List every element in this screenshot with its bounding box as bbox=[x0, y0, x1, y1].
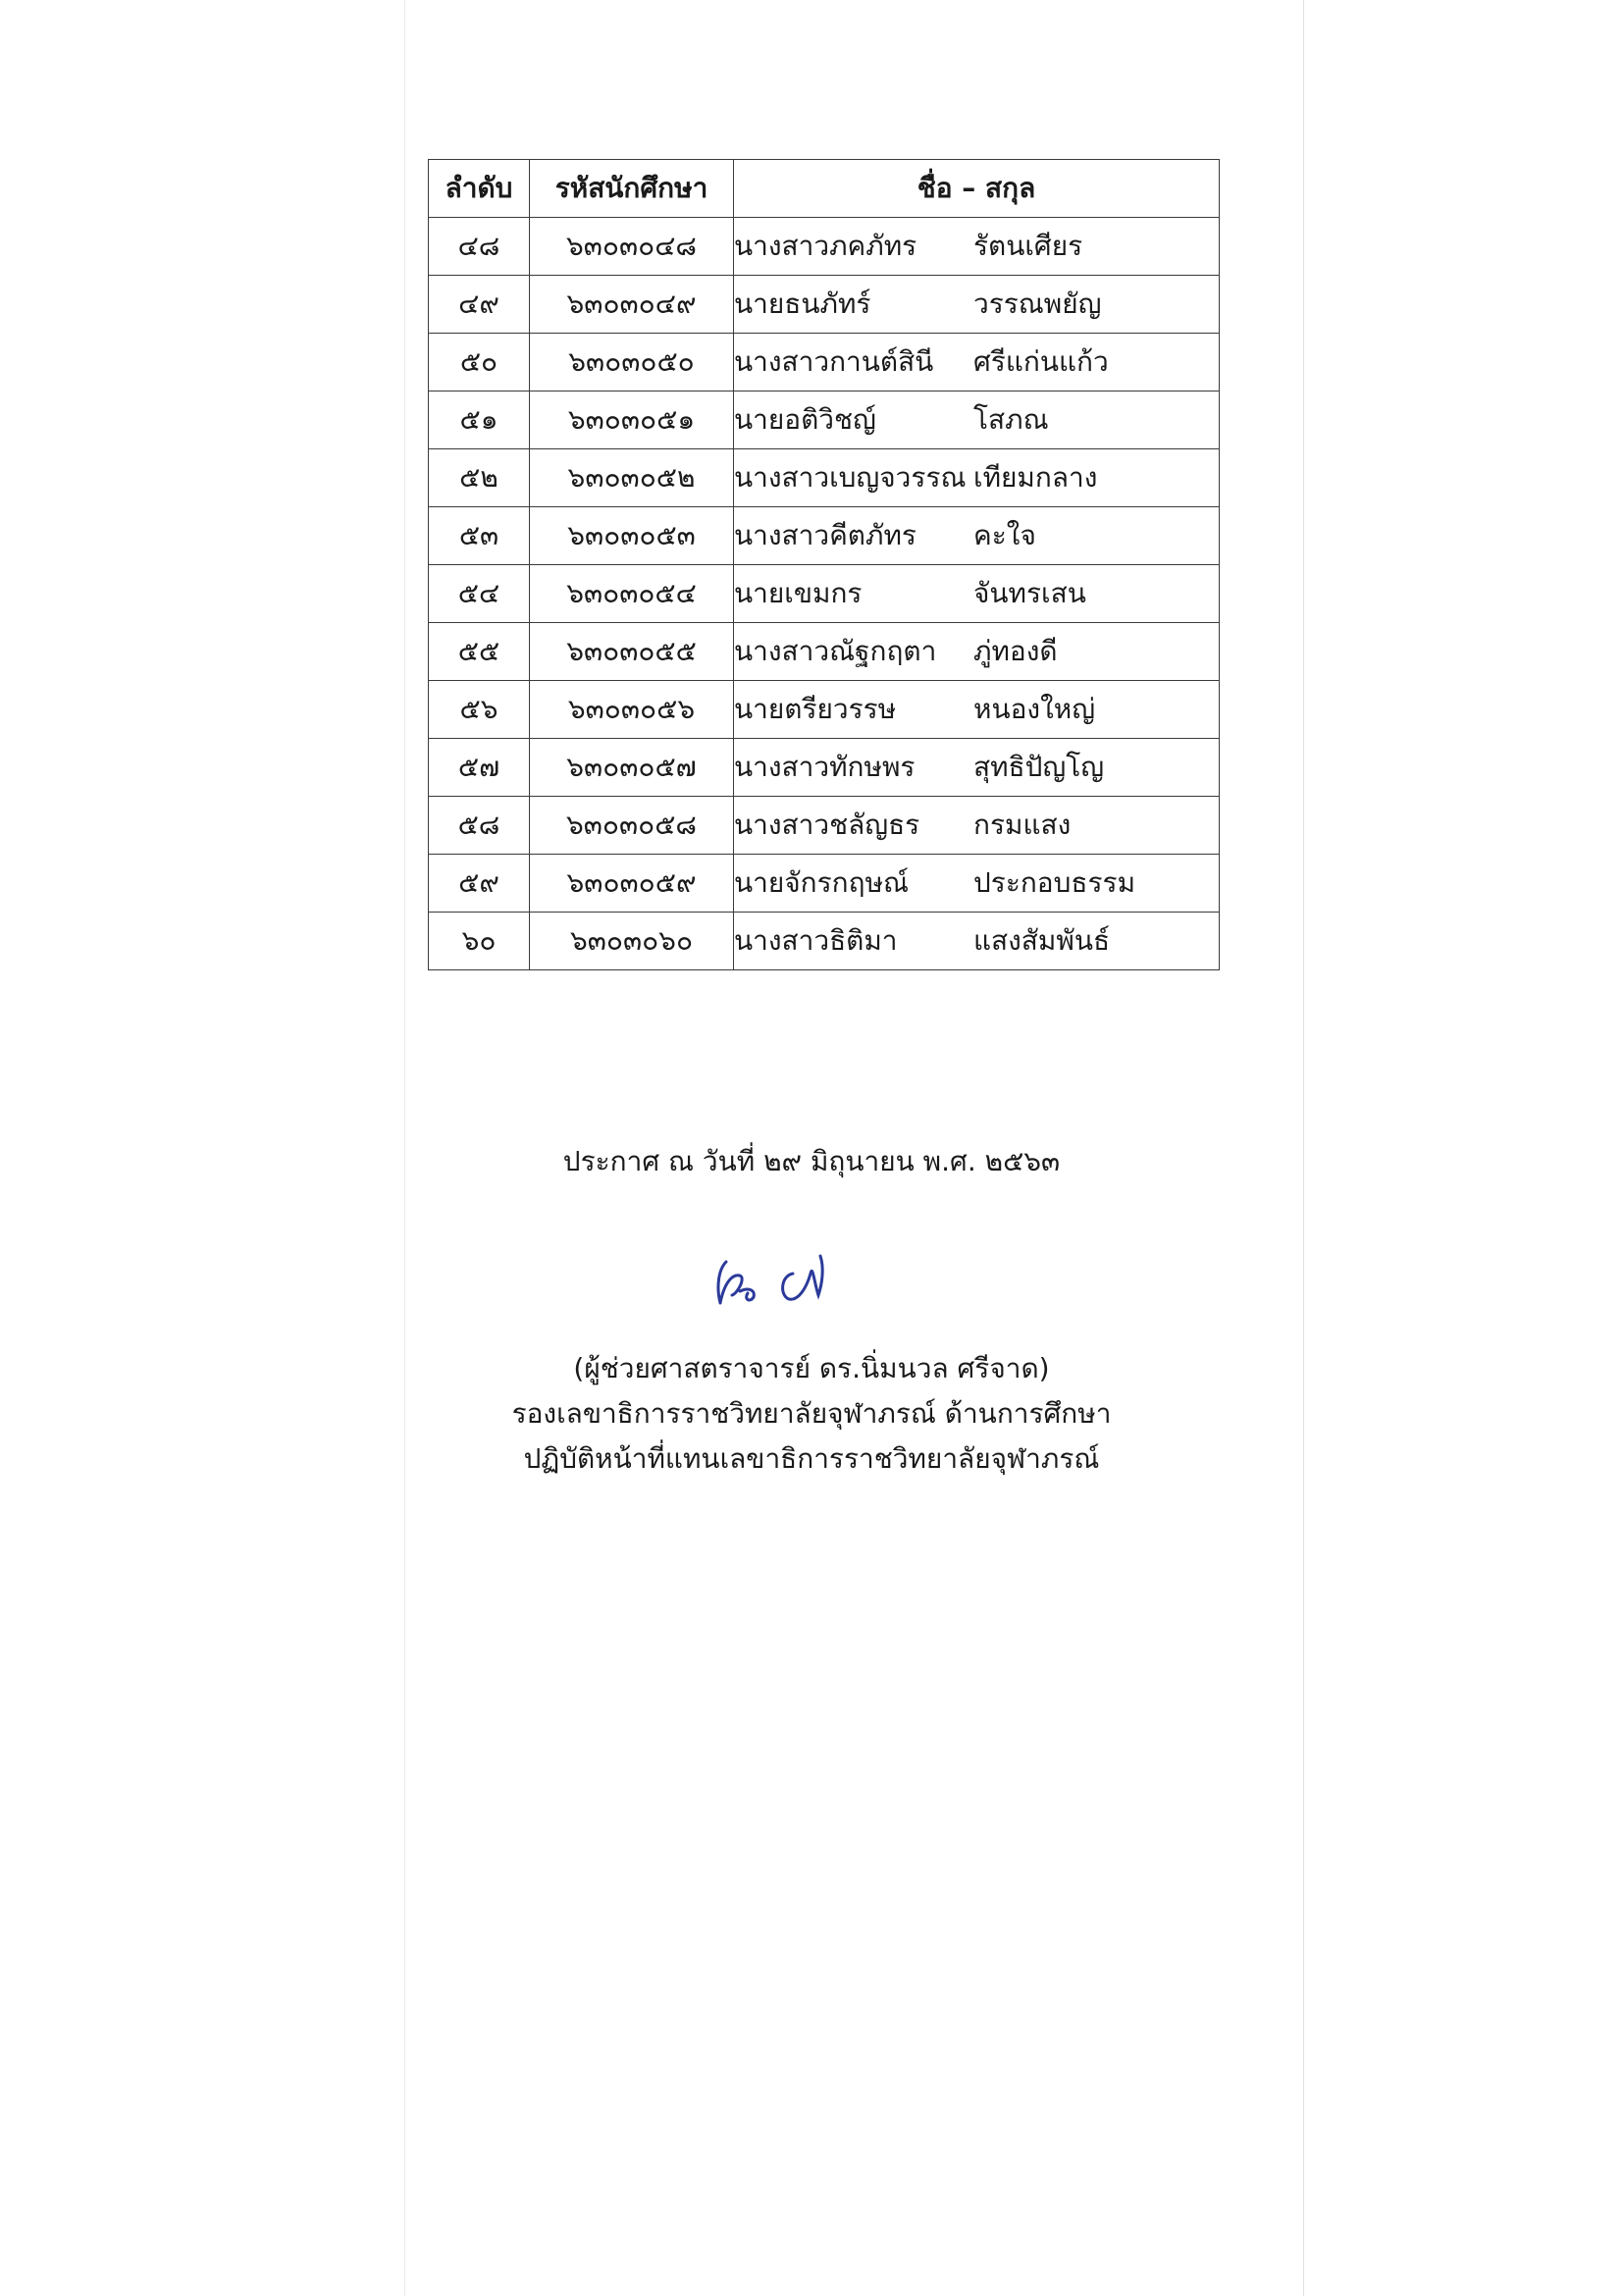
signature-mark bbox=[705, 1244, 862, 1323]
surname: แสงสัมพันธ์ bbox=[973, 924, 1111, 957]
cell-student-id: ๖๓๐๓๐๕๑ bbox=[530, 391, 734, 449]
cell-student-id: ๖๓๐๓๐๔๘ bbox=[530, 218, 734, 276]
cell-no: ๔๘ bbox=[429, 218, 530, 276]
surname: วรรณพยัญ bbox=[973, 287, 1102, 320]
header-no: ลำดับ bbox=[429, 160, 530, 218]
given-name: นางสาวณัฐกฤตา bbox=[734, 635, 937, 667]
cell-full-name bbox=[734, 507, 1220, 565]
cell-no: ๕๐ bbox=[429, 334, 530, 391]
cell-student-id: ๖๓๐๓๐๕๖ bbox=[530, 681, 734, 739]
cell-full-name bbox=[734, 565, 1220, 623]
signatory-block bbox=[0, 1346, 1623, 1482]
cell-no: ๖๐ bbox=[429, 913, 530, 970]
cell-full-name bbox=[734, 623, 1220, 681]
cell-student-id: ๖๓๐๓๐๕๓ bbox=[530, 507, 734, 565]
cell-full-name bbox=[734, 218, 1220, 276]
cell-student-id: ๖๓๐๓๐๕๔ bbox=[530, 565, 734, 623]
surname: โสภณ bbox=[973, 403, 1049, 436]
table-row bbox=[429, 681, 1220, 739]
cell-student-id: ๖๓๐๓๐๕๘ bbox=[530, 797, 734, 855]
given-name: นายตรียวรรษ bbox=[734, 693, 897, 725]
given-name: นางสาวทักษพร bbox=[734, 751, 916, 783]
given-name: นายอติวิชญ์ bbox=[734, 403, 876, 436]
cell-no: ๕๗ bbox=[429, 739, 530, 797]
table-row bbox=[429, 855, 1220, 913]
table-header bbox=[429, 160, 1220, 218]
given-name: นายเขมกร bbox=[734, 577, 863, 609]
surname: จันทรเสน bbox=[973, 577, 1086, 609]
cell-student-id: ๖๓๐๓๐๖๐ bbox=[530, 913, 734, 970]
cell-full-name bbox=[734, 913, 1220, 970]
cell-no: ๔๙ bbox=[429, 276, 530, 334]
table-row bbox=[429, 623, 1220, 681]
header-row bbox=[429, 160, 1220, 218]
cell-no: ๕๑ bbox=[429, 391, 530, 449]
cell-no: ๕๒ bbox=[429, 449, 530, 507]
cell-no: ๕๕ bbox=[429, 623, 530, 681]
cell-student-id: ๖๓๐๓๐๕๒ bbox=[530, 449, 734, 507]
table-row bbox=[429, 913, 1220, 970]
given-name: นายจักรกฤษณ์ bbox=[734, 866, 910, 899]
cell-no: ๕๘ bbox=[429, 797, 530, 855]
signatory-acting-role: ปฏิบัติหน้าที่แทนเลขาธิการราชวิทยาลัยจุฬาภรณ์ bbox=[523, 1442, 1100, 1475]
surname: คะใจ bbox=[973, 519, 1036, 551]
cell-no: ๕๔ bbox=[429, 565, 530, 623]
given-name: นายธนภัทร์ bbox=[734, 287, 871, 320]
surname: ศรีแก่นแก้ว bbox=[973, 345, 1109, 378]
cell-student-id: ๖๓๐๓๐๔๙ bbox=[530, 276, 734, 334]
cell-full-name bbox=[734, 449, 1220, 507]
signatory-name: (ผู้ช่วยศาสตราจารย์ ดร.นิ่มนวล ศรีจาด) bbox=[573, 1352, 1050, 1384]
given-name: นางสาวภคภัทร bbox=[734, 230, 917, 262]
cell-no: ๕๓ bbox=[429, 507, 530, 565]
table-row bbox=[429, 391, 1220, 449]
header-student-id: รหัสนักศึกษา bbox=[530, 160, 734, 218]
table-row bbox=[429, 276, 1220, 334]
signatory-position: รองเลขาธิการราชวิทยาลัยจุฬาภรณ์ ด้านการศึกษา bbox=[511, 1397, 1112, 1430]
announcement-date: ประกาศ ณ วันที่ ๒๙ มิถุนายน พ.ศ. ๒๕๖๓ bbox=[562, 1145, 1061, 1177]
given-name: นางสาวชลัญธร bbox=[734, 809, 920, 841]
table-row bbox=[429, 739, 1220, 797]
student-roster-table bbox=[428, 159, 1220, 970]
cell-full-name bbox=[734, 739, 1220, 797]
cell-no: ๕๙ bbox=[429, 855, 530, 913]
given-name: นางสาวเบญจวรรณ bbox=[734, 461, 967, 494]
table-row bbox=[429, 334, 1220, 391]
surname: สุทธิปัญโญ bbox=[973, 751, 1105, 783]
cell-full-name bbox=[734, 391, 1220, 449]
surname: รัตนเศียร bbox=[973, 230, 1083, 262]
table-row bbox=[429, 565, 1220, 623]
surname: กรมแสง bbox=[973, 809, 1072, 841]
given-name: นางสาวกานต์สินี bbox=[734, 345, 934, 378]
cell-full-name bbox=[734, 334, 1220, 391]
surname: หนองใหญ่ bbox=[973, 693, 1096, 725]
given-name: นางสาวธิติมา bbox=[734, 924, 898, 957]
table-row bbox=[429, 797, 1220, 855]
table-body bbox=[429, 218, 1220, 970]
cell-no: ๕๖ bbox=[429, 681, 530, 739]
cell-full-name bbox=[734, 797, 1220, 855]
header-full-name: ชื่อ – สกุล bbox=[734, 160, 1220, 218]
cell-student-id: ๖๓๐๓๐๕๗ bbox=[530, 739, 734, 797]
table-row bbox=[429, 507, 1220, 565]
surname: ประกอบธรรม bbox=[973, 866, 1136, 899]
cell-student-id: ๖๓๐๓๐๕๐ bbox=[530, 334, 734, 391]
cell-full-name bbox=[734, 276, 1220, 334]
cell-student-id: ๖๓๐๓๐๕๙ bbox=[530, 855, 734, 913]
given-name: นางสาวคีตภัทร bbox=[734, 519, 916, 551]
table-row bbox=[429, 449, 1220, 507]
table-row bbox=[429, 218, 1220, 276]
cell-student-id: ๖๓๐๓๐๕๕ bbox=[530, 623, 734, 681]
cell-full-name bbox=[734, 681, 1220, 739]
surname: เทียมกลาง bbox=[973, 461, 1098, 494]
surname: ภู่ทองดี bbox=[973, 635, 1058, 667]
cell-full-name bbox=[734, 855, 1220, 913]
